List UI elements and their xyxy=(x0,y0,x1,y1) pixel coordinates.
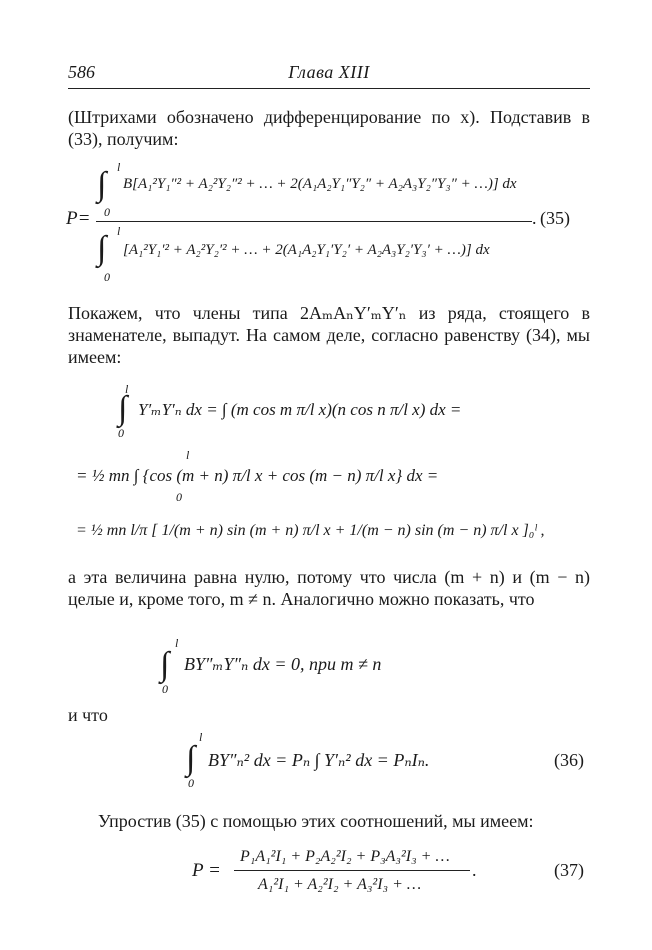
eq37-denominator: A₁²I₁ + A₂²I₂ + A₃²I₃ + … xyxy=(258,876,422,893)
integral-lower: 0 xyxy=(104,205,110,219)
integral-upper: l xyxy=(117,160,121,174)
eq35-lhs: P= xyxy=(66,208,91,229)
integral-lower: 0 xyxy=(176,490,182,504)
integral-sign: ∫ xyxy=(97,230,107,267)
paragraph-4: и что xyxy=(68,705,108,725)
integral-upper: l xyxy=(186,448,190,462)
paragraph-5-text: Упростив (35) с помощью этих соотношений, мы имеем: xyxy=(98,811,534,831)
paragraph-3: а эта величина равна нулю, потому что числа (m + n) и (m − n) целые и, кроме того, m ≠ n. Аналогично можно показать, что xyxy=(68,567,590,609)
paragraph-1: (Штрихами обозначено дифференцирование по x). Подставив в (33), получим: xyxy=(68,107,590,149)
integral-upper: l xyxy=(117,224,121,238)
chapter-title: Глава XIII xyxy=(288,62,370,82)
eq35-numerator: B[A₁²Y₁″² + A₂²Y₂″² + … + 2(A₁A₂Y₁″Y₂″ + A₂A₃Y₂″Y₃″ + …)] dx xyxy=(123,176,517,192)
eq37-number: (37) xyxy=(554,860,584,880)
eq35-denominator: [A₁²Y₁′² + A₂²Y₂′² + … + 2(A₁A₂Y₁′Y₂′ + A₂A₃Y₂′Y₃′ + …)] dx xyxy=(123,242,490,258)
eq36-body: BY″ₙ² dx = Pₙ ∫ Y′ₙ² dx = PₙIₙ. xyxy=(208,750,430,770)
integral-lower: 0 xyxy=(118,426,124,440)
eq37-numerator: P₁A₁²I₁ + P₂A₂²I₂ + P₃A₃²I₃ + … xyxy=(240,848,450,865)
eq-b-body: BY″ₘY″ₙ dx = 0, при m ≠ n xyxy=(184,654,382,674)
header-rule xyxy=(68,88,590,89)
integral-upper: l xyxy=(175,636,179,650)
eq37-lhs: P = xyxy=(192,860,221,881)
page-header xyxy=(68,62,590,86)
integral-lower: 0 xyxy=(104,270,110,284)
derivation-line-3: = ½ mn l/π [ 1/(m + n) sin (m + n) π/l x + 1/(m − n) sin (m − n) π/l x ]₀ˡ , xyxy=(76,522,545,539)
integral-sign: ∫ xyxy=(118,390,128,427)
integral-lower: 0 xyxy=(188,776,194,790)
eq37-tail: . xyxy=(472,860,477,880)
eq35-number: (35) xyxy=(540,208,570,228)
paragraph-5 xyxy=(68,810,590,832)
eq36-number: (36) xyxy=(554,750,584,770)
integral-sign: ∫ xyxy=(186,740,196,777)
eq35-fraction-bar xyxy=(96,221,532,222)
integral-upper: l xyxy=(199,730,203,744)
page-number: 586 xyxy=(68,62,95,82)
integral-lower: 0 xyxy=(162,682,168,696)
integral-sign: ∫ xyxy=(97,166,107,203)
integral-upper: l xyxy=(125,382,129,396)
eq37-fraction-bar xyxy=(234,870,470,871)
integral-sign: ∫ xyxy=(160,646,170,683)
eq35-tail: . xyxy=(532,208,537,228)
paragraph-2: Покажем, что члены типа 2AₘAₙY′ₘY′ₙ из ряда, стоящего в знаменателе, выпадут. На самом деле, согласно равенству (34), мы имеем: xyxy=(68,303,590,367)
derivation-line-1: Y′ₘY′ₙ dx = ∫ (m cos m π/l x)(n cos n π/l x) dx = xyxy=(138,400,462,419)
derivation-line-2: = ½ mn ∫ {cos (m + n) π/l x + cos (m − n) π/l x} dx = xyxy=(76,466,439,485)
